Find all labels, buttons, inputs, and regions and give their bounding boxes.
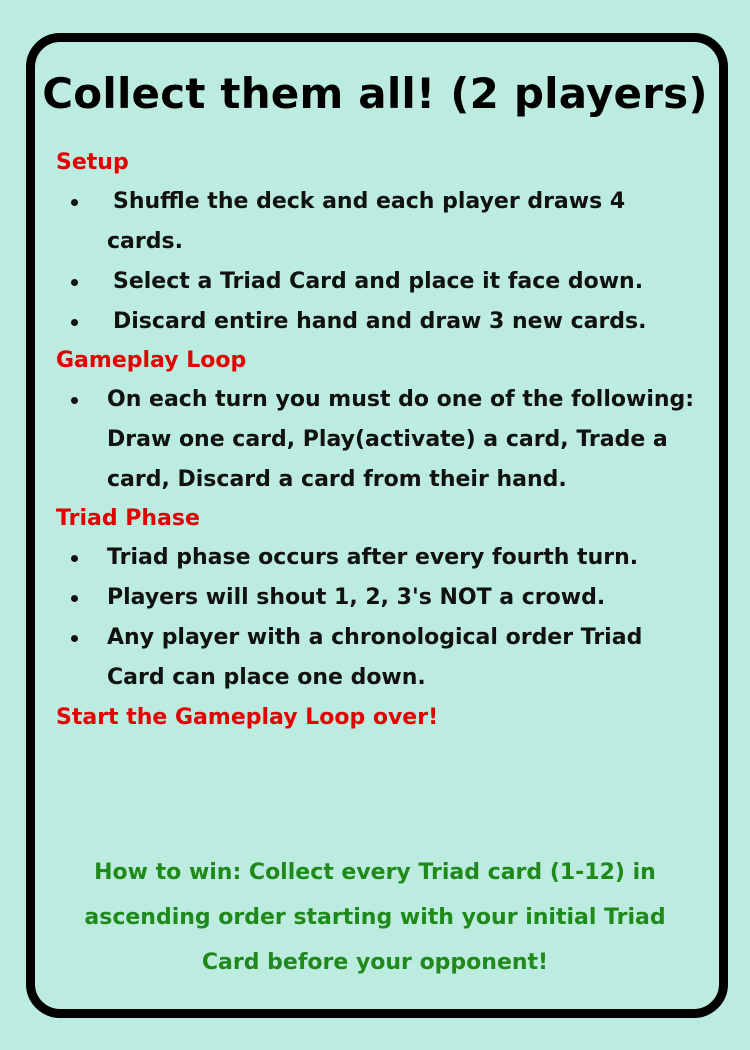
list-item-text: On each turn you must do one of the following: Draw one card, Play(activate) a card, Trade a card, Discard a card from their hand. — [107, 387, 695, 492]
gameplay-list — [56, 380, 696, 500]
list-item-text: Players will shout 1, 2, 3's NOT a crowd. — [107, 585, 606, 610]
triad-section — [56, 500, 696, 698]
bullet-icon — [71, 595, 78, 602]
gameplay-heading: Gameplay Loop — [56, 348, 247, 373]
setup-list — [56, 182, 696, 342]
restart-text: Start the Gameplay Loop over! — [56, 705, 439, 730]
gameplay-section — [56, 342, 696, 500]
list-item — [56, 262, 696, 302]
rules-content — [56, 144, 696, 738]
list-item-text: Discard entire hand and draw 3 new cards. — [113, 309, 647, 334]
list-item-text: Triad phase occurs after every fourth turn. — [107, 545, 639, 570]
triad-heading: Triad Phase — [56, 506, 200, 531]
win-condition-text: How to win: Collect every Triad card (1-12) in ascending order starting with your initial Triad Card before your opponent! — [84, 860, 666, 975]
bullet-icon — [71, 319, 78, 326]
list-item-text: Shuffle the deck and each player draws 4 cards. — [107, 189, 626, 254]
triad-list — [56, 538, 696, 698]
list-item — [56, 618, 696, 698]
bullet-icon — [71, 635, 78, 642]
bullet-icon — [71, 279, 78, 286]
list-item-text: Select a Triad Card and place it face down. — [113, 269, 644, 294]
list-item — [56, 302, 696, 342]
list-item — [56, 380, 696, 500]
setup-heading: Setup — [56, 150, 129, 175]
bullet-icon — [71, 397, 78, 404]
list-item — [56, 578, 696, 618]
list-item — [56, 182, 696, 262]
list-item — [56, 538, 696, 578]
bullet-icon — [71, 199, 78, 206]
setup-section — [56, 144, 696, 342]
page-title: Collect them all! (2 players) — [42, 69, 708, 118]
bullet-icon — [71, 555, 78, 562]
list-item-text: Any player with a chronological order Triad Card can place one down. — [107, 625, 643, 690]
